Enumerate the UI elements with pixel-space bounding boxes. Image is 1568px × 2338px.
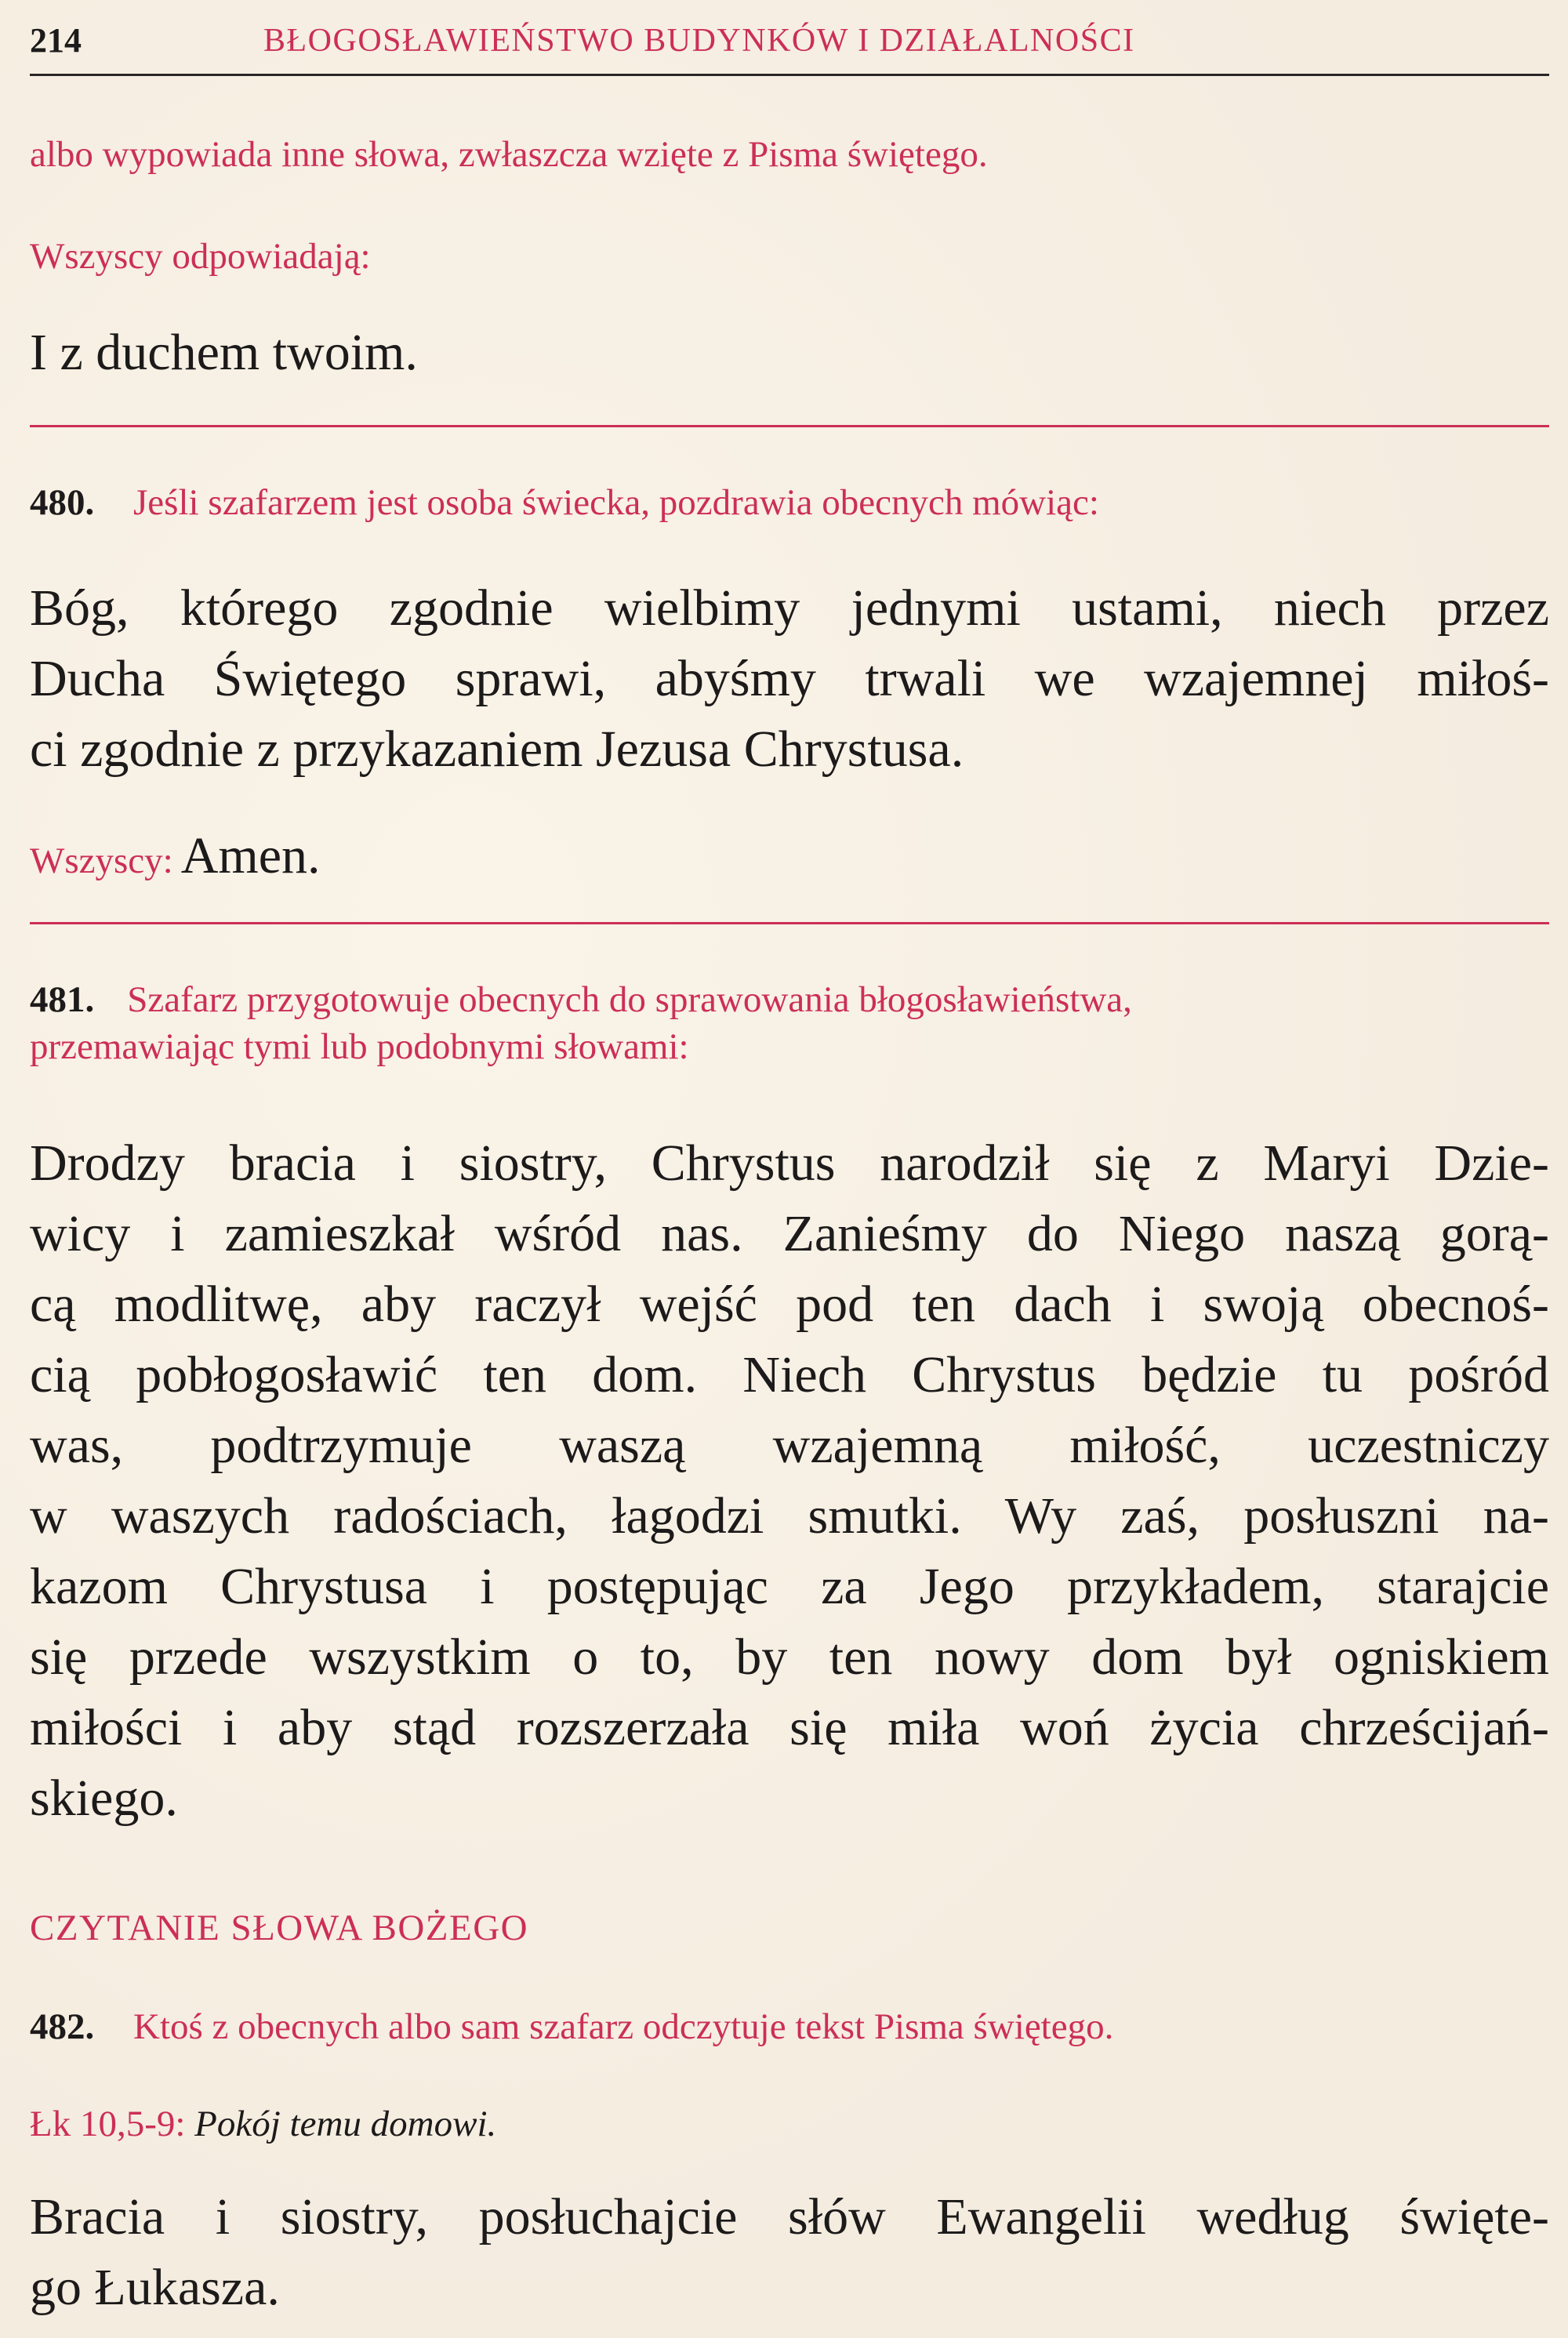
section-rubric: Jeśli szafarzem jest osoba świecka, pozdrawia obecnych mówiąc: [133,482,1099,523]
address-line: cią pobłogosławić ten dom. Niech Chrystus będzie tu pośród [30,1346,1549,1403]
address-line: miłości i aby stąd rozszerzała się miła woń życia chrześcijań- [30,1699,1549,1756]
people-response: Amen. [180,827,321,884]
scripture-reference: Łk 10,5-9: [30,2104,186,2144]
address-line: was, podtrzymuje waszą wzajemną miłość, uczestniczy [30,1417,1549,1474]
address-line: Drodzy bracia i siostry, Chrystus narodził się z Maryi Dzie- [30,1135,1549,1192]
address-line: skiego. [30,1770,178,1827]
section-481-heading [30,978,1549,1021]
section-divider-2 [30,922,1549,924]
header-rule [30,74,1549,76]
section-482-heading [30,2006,1113,2048]
section-number: 482. [30,2006,95,2047]
running-head: BŁOGOSŁAWIEŃSTWO BUDYNKÓW I DZIAŁALNOŚCI [263,23,1135,59]
address-line: w waszych radościach, łagodzi smutki. Wy zaś, posłuszni na- [30,1487,1549,1545]
page-number: 214 [30,21,82,60]
section-divider-1 [30,425,1549,427]
section-number: 481. [30,979,95,1020]
reading-reference [30,2103,496,2145]
address-line: kazom Chrystusa i postępując za Jego przykładem, starajcie [30,1558,1549,1615]
intro-rubric: albo wypowiada inne słowa, zwłaszcza wzięte z Pisma świętego. [30,134,988,175]
address-line: cą modlitwę, aby raczył wejść pod ten dach i swoją obecnoś- [30,1276,1549,1333]
reading-title: Pokój temu domowi. [194,2104,497,2144]
reading-line: go Łukasza. [30,2259,280,2316]
prayer-line: ci zgodnie z przykazaniem Jezusa Chrystusa. [30,721,964,778]
address-line: wicy i zamieszkał wśród nas. Zanieśmy do Niego naszą gorą- [30,1205,1549,1262]
people-rubric: Wszyscy: [30,840,173,881]
section-number: 480. [30,482,95,523]
section-rubric-line: przemawiając tymi lub podobnymi słowami: [30,1026,689,1067]
reading-heading: CZYTANIE SŁOWA BOŻEGO [30,1908,529,1948]
intro-response: I z duchem twoim. [30,324,418,381]
reading-line: Bracia i siostry, posłuchajcie słów Ewangelii według święte- [30,2188,1549,2245]
section-rubric-line: Szafarz przygotowuje obecnych do sprawowania błogosławieństwa, [127,979,1132,1020]
section-480-response [30,826,321,886]
prayer-line: Bóg, którego zgodnie wielbimy jednymi ustami, niech przez [30,579,1549,637]
address-line: się przede wszystkim o to, by ten nowy dom był ogniskiem [30,1628,1549,1686]
section-rubric: Ktoś z obecnych albo sam szafarz odczytuje tekst Pisma świętego. [133,2006,1114,2047]
section-480-heading [30,481,1099,524]
prayer-line: Ducha Świętego sprawi, abyśmy trwali we wzajemnej miłoś- [30,650,1549,707]
intro-people-rubric: Wszyscy odpowiadają: [30,236,371,277]
